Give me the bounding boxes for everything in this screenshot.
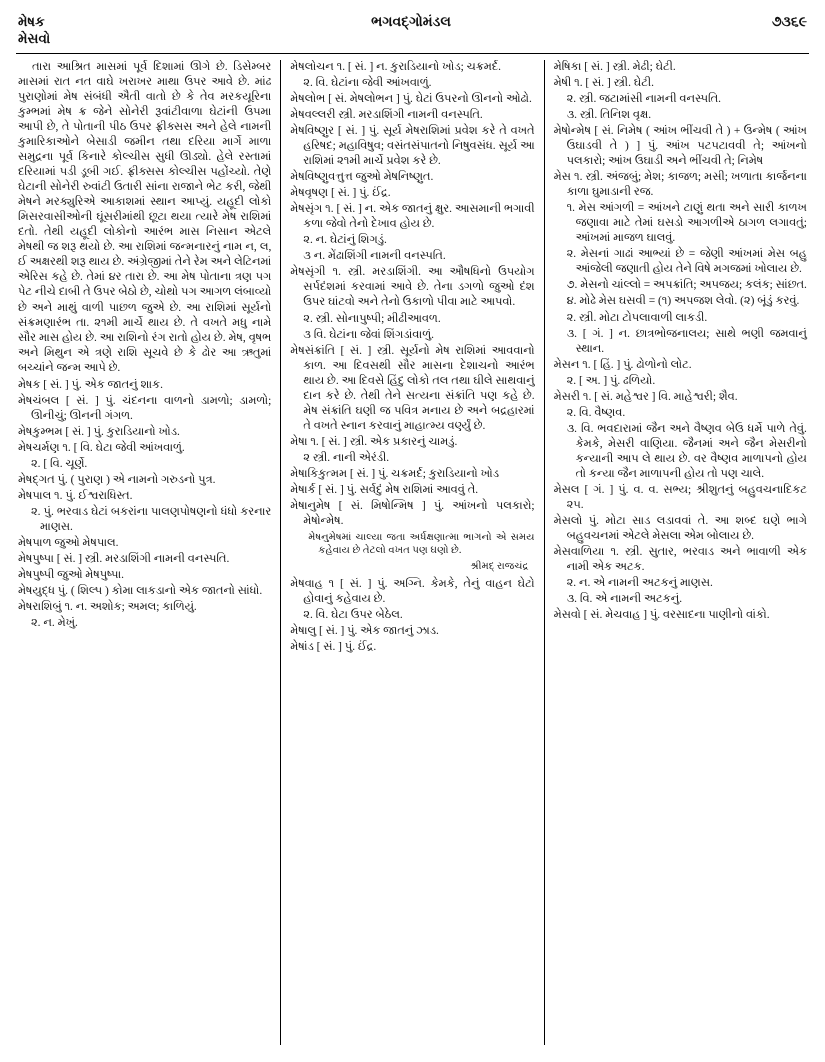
header-divider: [16, 53, 809, 54]
book-title: ભગવદ્ગોમંડલ: [371, 15, 451, 30]
entry-sense: ૨. વિ. ઘેટાંના જેવી આંખવાળું.: [303, 76, 432, 89]
dictionary-entry: મેષક [ સં. ] પું. એક જાતનું શાક.: [18, 378, 163, 391]
entry-sense: ૨. ન. મેખું.: [31, 617, 78, 630]
entry-sense: ૨. [ વિ. ચૂર્ણે.: [31, 457, 88, 470]
entry-sense: ૨. ન. ઘેટાંનું શિગડું.: [303, 234, 387, 247]
column-1: [16, 60, 280, 1045]
dictionary-entry: મેષાનુમેષ [ સં. મિષોન્મિષ ] પું. આંખનો પલકારો; મેષોન્મેષ.: [290, 500, 535, 528]
header-last-word: મેસવો: [18, 30, 51, 46]
entry-sense: ૩. વિ. એ નામની અટકનું.: [566, 593, 683, 606]
dictionary-entry: મેષરાશિબું ૧. ન. અશોક; અમલ; કાળિયું.: [18, 601, 197, 614]
entry-sense: ૨. સ્ત્રી. જટામાંસી નામની વનસ્પતિ.: [566, 92, 722, 105]
dictionary-entry: મેષપુષ્પા [ સં. ] સ્ત્રી. મરડાશિંગી નામની વનસ્પતિ.: [18, 553, 230, 566]
dictionary-entry: મેષાલુ [ સં. ] પું. એક જાતનું ઝાડ.: [290, 624, 439, 637]
dictionary-entry: મેષપાલ ૧. પું. ઈશ્વરાધિસ્ત.: [18, 490, 133, 503]
entry-sense: ૨. પું. ભરવાડ ઘેટાં બકરાંના પાલણપોષણનો ધંધો કરનાર માણસ.: [31, 506, 272, 534]
quotation-text: મેષનુમેષમાં ચાલ્યા જતા અર્ધક્ષણાત્મા ભાગનો એ સમય કહેવાય છે તેટલો વખત પણ ઘણો છે.: [308, 532, 535, 557]
dictionary-entry: મેસન ૧. [ હિં. ] પું. ઢોળોનો લોટ.: [553, 358, 692, 371]
entry-sense: ૩ ન. મેંઢાશિંગી નામની વનસ્પતિ.: [303, 250, 446, 263]
entry-sense: ૨. [ અ. ] પું. ઢળિયો.: [566, 374, 656, 387]
dictionary-entry: મેષોન્મેષ [ સં. નિમેષ ( આંખ ભીંચવી તે ) + ઉન્મેષ ( આંખ ઉઘાડવી તે ) ] પું. આંખ પટપટાવવી તે; આંખનો પલકારો; આંખ ઉઘાડી અને ભીંચવી તે; નિમેષ: [553, 124, 807, 168]
column-1-entries: [18, 378, 271, 632]
entry-sense: ૨. સ્ત્રી. સોનાપુષ્પી; મીઢીઆવળ.: [303, 312, 441, 325]
entry-sense: ૨. વિ. વૈષ્ણવ.: [566, 406, 626, 419]
dictionary-entry: મેષચર્મણ ૧. [ વિ. ઘેટા જેવી આંખવાળું.: [18, 441, 185, 454]
dictionary-entry: મેષસૃંગી ૧. સ્ત્રી. મરડાશિંગી. આ ઔષધિનો ઉપયોગ સર્પદંશમાં કરવામાં આવે છે. તેના ડગળો જુઓ દંશ ઉપર ઘાંટવો અને તેનો ઉકાળો પીવા માટે આપવો.: [290, 266, 535, 309]
dictionary-entry: મેષાર્ક [ સં. ] પું. સર્વદું મેષ રાશિમાં આવવું તે.: [290, 484, 479, 497]
dictionary-entry: મેસ ૧. સ્ત્રી. અંજબું; મેશ; કાજળ; મસી; ખળાતા કાર્જનના કાળા ઘુમાડાની રજ.: [553, 171, 807, 199]
dictionary-entry: મેષકુમ્ભમ [ સં. ] પું. કુરાડિયાનો ખોડ.: [18, 425, 180, 438]
entry-sense: ૪. મોઢે મેસ ઘસવી = (૧) અપજશ લેવો. (૨) બૂંડું કરવું.: [566, 295, 800, 308]
header-first-word: મેષક: [18, 14, 45, 29]
column-2-entries: [290, 60, 534, 529]
dictionary-entry: મેષપાળ જુઓ મેષપાલ.: [18, 537, 119, 550]
dictionary-entry: મેષયુદ્ધ પું. ( શિલ્પ ) કોમા લાકડાનો એક જાતનો સાંધો.: [18, 585, 263, 598]
dictionary-entry: મેષવૃષણ [ સં. ] પું. ઈંદ્ર.: [290, 187, 391, 200]
dictionary-entry: મેસવાળિયા ૧. સ્ત્રી. સુતાર, ભરવાડ અને ભાવાળી એક નામી એક અટક.: [553, 546, 807, 574]
entry-sense: ૭. મેસનો ચાંલ્લો = અપક્રાંતિ; અપજય; કલંક; સાંછત.: [566, 279, 807, 292]
dictionary-entry: મેષપુષ્પી જુઓ મેષપુષ્પા.: [18, 569, 124, 582]
dictionary-entry: મેસલો પું. મોટા સાડ લડાવવાં તે. આ શબ્દ ઘણે ભાગે બહુવચનમાં એટલે મેસલા એમ બોલાય છે.: [553, 515, 807, 543]
dictionary-entry: મેષલોભ [ સં. મેષલોભન ] પું. ઘેટાં ઉપરનો ઊનનો ઓઢો.: [290, 92, 532, 105]
dictionary-entry: મેષી ૧. [ સં. ] સ્ત્રી. ઘેટી.: [553, 76, 654, 89]
dictionary-entry: મેષિકા [ સં. ] સ્ત્રી. મેઢી; ઘેટી.: [553, 60, 676, 73]
column-3-entries: [554, 60, 807, 624]
entry-sense: ૧. મેસ આંગળી = આંખને ટાણું થતા અને સારી કાળખ જણાવા માટે તેમાં ઘસડો આગળીએ ઠાગળ લગાવતું; આંખમાં માજળ ઘાલવું.: [566, 202, 807, 245]
dictionary-entry: મેષસૃંગ ૧. [ સં. ] ન. એક જાતનું ક્ષુર. આસમાની ભગાવી કળા જેવો તેનો દેખાવ હોય છે.: [290, 203, 535, 231]
column-2: [280, 60, 544, 1045]
column-3: [545, 60, 809, 1045]
dictionary-entry: મેસલ [ ગં. ] પું. વ. વ. સભ્ય; શ્રીશુતનું બહુવચનાદિકટ ૨૫.: [553, 484, 807, 512]
dictionary-entry: મેષવિષ્ણુવત્તુત્ત જુઓ મેષનિષ્ણુત.: [290, 171, 434, 184]
dictionary-entry: મેષચંબલ [ સં. ] પું. ચંદનના વાળનો ડામળો; ડામળો; ઊનીચું; ઊનની ગંગળ.: [18, 394, 272, 422]
entry-sense: ૨. વિ. ઘેટા ઉપર બેઠેલ.: [303, 608, 403, 621]
dictionary-entry: મેષલોચન ૧. [ સં. ] ન. કુરાડિયાનો ખોડ; ચક્રમર્દ.: [290, 60, 502, 73]
page-header: [16, 14, 809, 50]
lead-paragraph: તારા આશ્રિત માસમાં પૂર્વ દિશામાં ઊગે છે. ડિસેમ્બર માસમાં રાત નત વાઘે ખરાખર માથા ઉપર આવે છે. માંઢ પુરાણોમાં મેષ સંબંધી ઐતી વાતો છે કે તેવ મરકયૂરિના કુમ્ભમાં મેષ ક્ર જેને સોનેરી રૂવાંટીવાળા ઘેટાંની ઉપમા આપી છે, તે પોતાની પીઠ ઉપર ફ્રીક્સસ અને હેલે નામની કુમારિકાઓને બેસાડી જમીન તથા દરિયા માર્ગે માળા સમુદ્રના પૂર્વ કિનારે કોલ્ચીસ સુધી ઊડ્યો. હેલે રસ્તામાં દરિયામાં પડી ડૂબી ગઈ. ફ્રીક્સસ કોલ્ચીસ પહોંચ્યો. તેણે ઘેટાની સોનેરી રુવાંટી ઉતારી સાંના રાજાને ભેટ કરી, જેથી મેષને મરક્યુરિએ આકાશમાં સ્થાન આપ્યું. યહૂદી લોકો મિસરવાસીઓની ઘૂંસરીમાંથી છૂટા થયા ત્યારે મેષ રાશિમાં દતો. તેથી યહૂદી લોકોનો આરંભ માસ નિસાન એટલે મેષથી જ શરૂ થયો છે. આ રાશિમાં જન્મનારનું નામ ન, લ, ઈ અક્ષરથી શરૂ થાય છે. અંગ્રેજીમાં તેને રેમ અને લેટિનમાં એરિસ કહે છે. તેમાં ૪ર તારા છે. આ મેષ પોતાના ત્રણ પગ પેટ નીચે દાબી તે ઉપર બેઠો છે, ચોથો પગ આગળ લંબાવ્યો છે અને માથું વાળી પાછળ જુએ છે. આ રાશિમાં સૂર્યનો સંક્રમણારંભ તા. ૨૧મી માર્ચે થાય છે. તે વખતે મધુ નામે સૌર માસ હોય છે. આ રાશિનો રંગ રાતો હોય છે. મેષ, વૃષભ અને મિથુન એ ત્રણે રાશિ સૂચવે છે કે ઢોર આ ઋતુમાં બચ્ચાંને જન્મ આપે છે.: [18, 60, 272, 374]
dictionary-entry: મેષસંક્રાંતિ [ સં. ] સ્ત્રી. સૂર્યનો મેષ રાશિમાં આવવાનો કાળ. આ દિવસથી સૌર માસના દેશાચનો આરંભ થાય છે. આ દિવસે હિંદુ લોકો તલ તથા ઘીલે સાથવાનું દાન કરે છે. તેથી તેને સત્યના સંક્રાંતિ પણ કહે છે. મેષ સંક્રાંતિ ઘણી જ પવિત્ર મનાય છે અને બદ્રહારમાં તે વખતે સ્નાન કરવાનું માહાત્મ્ય વર્ણ્યું છે.: [290, 344, 535, 432]
dictionary-entry: મેષવાહ ૧ [ સં. ] પું. અગ્નિ. કેમકે, તેનું વાહન ઘેટો હોવાનું કહેવાય છે.: [290, 577, 535, 605]
header-left: [18, 14, 50, 48]
entry-sense: ૩. સ્ત્રી. તિનિશ વૃક્ષ.: [566, 108, 652, 121]
entry-sense: ૨. સ્ત્રી. મોટા ટોપલાવાળી લાકડી.: [566, 311, 708, 324]
columns-container: [16, 60, 809, 1045]
dictionary-entry: મેષા ૧. [ સં. ] સ્ત્રી. એક પ્રકારનું ચામડું.: [290, 435, 458, 448]
entry-sense: ૨ સ્ત્રી. નાની એરંડી.: [303, 451, 390, 464]
dictionary-entry: મેસરી ૧. [ સં. મહેશ્વર ] વિ. માહેશ્વરી; શૈવ.: [553, 390, 738, 403]
quotation-attribution: શ્રીમદ્ રાજચંદ્ર: [470, 561, 529, 573]
entry-sense: ૨. ન. એ નામની અટકનું માણસ.: [566, 577, 713, 590]
dictionary-entry: મેષદ્ગત પું. ( પુરાણ ) એ નામનો ગરુડનો પુત્ર.: [18, 474, 216, 487]
dictionary-entry: મેષાકિકુત્મમ [ સં. ] પું. ચક્રમર્દ; કુરાડિયાનો ખોડ: [290, 467, 500, 480]
dictionary-entry: મેસવો [ સં. મેચવાહ ] પું. વરસાદના પાણીનો વાંકો.: [553, 609, 770, 622]
entry-sense: ૩. [ ગં. ] ન. છાત્રભોજનાલય; સાથે ભણી જમવાનું સ્થાન.: [566, 327, 807, 355]
dictionary-entry: મેષાંડ [ સં. ] પું. ઈંદ્ર.: [290, 640, 377, 653]
column-2-entries-continued: [290, 577, 534, 655]
entry-sense: ૩. વિ. ભવદારામાં જૈન અને વૈષ્ણવ બેઉ ધર્મે પાળે તેવું. કેમકે, મેસરી વાણિયા. જૈનમાં અને જૈન મેસરીનો કન્યાની આપ લે થાય છે. વર વૈષ્ણવ માળાપનો હોય તો કન્યા જૈન માળાપની હોય તો પણ ચાલે.: [566, 422, 807, 480]
dictionary-entry: મેષવલ્લરી સ્ત્રી. મરડાશિંગી નામની વનસ્પતિ.: [290, 108, 483, 121]
entry-sense: ૨. મેસનાં ગાઢાં આભ્યાં છે = જેણી આંખમાં મેસ બહુ આંજેલી જણાતી હોય તેને વિષે મગજમાં ખોલાય છે.: [566, 248, 807, 276]
page-number: ૭૩૬૯: [771, 15, 807, 30]
entry-sense: ૩ વિ. ઘેટાંના જેવાં શિંગડાંવાળું.: [303, 328, 434, 341]
dictionary-entry: મેષવિષ્ણુર [ સં. ] પું. સૂર્ય મેષરાશિમાં પ્રવેશ કરે તે વખતે હરિષદ; મહાવિષુવ; વસંતસંપાતનો નિષુવસંધ. સૂર્ય આ રાશિમાં ૨૧મી માર્ચે પ્રવેશ કરે છે.: [290, 124, 535, 168]
